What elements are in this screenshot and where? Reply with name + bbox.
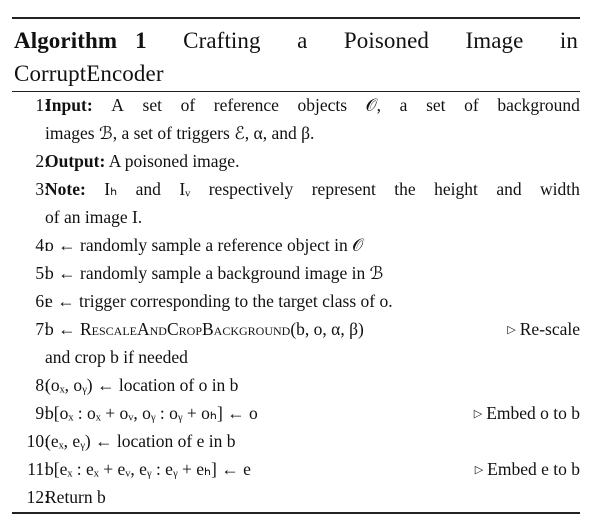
title-word: a [297, 28, 308, 53]
algorithm-line [12, 483, 580, 511]
line-text [45, 203, 580, 231]
line-word: height [434, 179, 478, 199]
line-number: 2: [35, 151, 49, 171]
algorithm-body [12, 91, 580, 511]
line-text [45, 147, 580, 175]
line-content: o ← randomly sample a reference object in 𝒪 [45, 235, 364, 255]
line-content: e ← trigger corresponding to the target class of o. [45, 291, 393, 311]
line-keyword: Note: [45, 179, 86, 199]
algorithm-label-part: 1 [135, 28, 147, 53]
algorithm-line-continuation [12, 203, 580, 231]
line-word: represent [311, 179, 376, 199]
line-content: (eₓ, eᵧ) ← location of e in b [45, 431, 236, 451]
algorithm-line [12, 399, 580, 427]
line-number: 3: [35, 179, 49, 199]
line-text [45, 175, 580, 203]
line-word: background [497, 95, 580, 115]
procedure-name: RescaleAndCropBackground [80, 319, 291, 339]
line-keyword: Input: [45, 95, 93, 115]
line-number: 1: [35, 95, 49, 115]
line-word: the [394, 179, 416, 199]
algorithm-label-part: Algorithm [14, 28, 118, 53]
line-text [45, 259, 580, 287]
line-text [45, 119, 580, 147]
line-word: 𝒪, [365, 95, 382, 115]
line-number: 12: [26, 487, 49, 507]
algorithm-title [14, 24, 578, 90]
algorithm-line [12, 175, 580, 203]
algorithm-line [12, 259, 580, 287]
line-word: respectively [208, 179, 294, 199]
line-word: and [135, 179, 161, 199]
algorithm-line [12, 455, 580, 483]
line-keyword: Output: [45, 151, 106, 171]
comment-triangle-icon: ▷ [507, 324, 516, 336]
line-text [45, 315, 580, 343]
line-number: 5: [35, 263, 49, 283]
top-rule [12, 17, 580, 19]
bottom-rule [12, 512, 580, 514]
line-word: A [111, 95, 124, 115]
line-text [45, 287, 580, 315]
title-word: Image [465, 28, 524, 53]
line-comment: ▷ Re-scale [507, 319, 580, 339]
line-word: reference [213, 95, 279, 115]
line-word: of [464, 95, 479, 115]
algorithm-line [12, 427, 580, 455]
line-content: Return b [45, 487, 106, 507]
line-comment: ▷ Embed o to b [473, 403, 580, 423]
line-word: width [540, 179, 580, 199]
algorithm-line [12, 371, 580, 399]
line-text [45, 371, 580, 399]
line-text [45, 343, 580, 371]
line-number: 11: [27, 459, 49, 479]
line-comment: ▷ Embed e to b [474, 459, 580, 479]
line-number: 10: [26, 431, 49, 451]
algorithm-line [12, 231, 580, 259]
title-line-1 [14, 24, 578, 57]
line-word: set [426, 95, 446, 115]
line-word: of [180, 95, 196, 115]
line-number: 7: [35, 319, 49, 339]
line-text [45, 483, 580, 511]
line-content: images ℬ, a set of triggers ℰ, α, and β. [45, 123, 315, 143]
line-word: objects [297, 95, 348, 115]
algorithm-label [14, 24, 147, 57]
line-content: of an image I. [45, 207, 143, 227]
algorithm-line-continuation [12, 119, 580, 147]
line-number: 4: [35, 235, 49, 255]
title-line-2: CorruptEncoder [14, 61, 164, 86]
line-content: b[oₓ : oₓ + oᵥ, oᵧ : oᵧ + oₕ] ← o [45, 403, 258, 423]
algorithm-line [12, 315, 580, 343]
line-text [45, 91, 580, 119]
line-content: b[eₓ : eₓ + eᵥ, eᵧ : eᵧ + eₕ] ← e [45, 459, 251, 479]
algorithm-line [12, 91, 580, 119]
line-content: (oₓ, oᵧ) ← location of o in b [45, 375, 239, 395]
line-word: Iₕ [104, 179, 118, 199]
line-content: b ← randomly sample a background image in ℬ [45, 263, 384, 283]
line-number: 6: [35, 291, 49, 311]
line-word: Iᵥ [179, 179, 191, 199]
line-content: and crop b if needed [45, 347, 188, 367]
algorithm-line [12, 287, 580, 315]
line-text [45, 427, 580, 455]
line-word: a [399, 95, 408, 115]
title-word: in [559, 28, 578, 53]
algorithm-line-continuation [12, 343, 580, 371]
comment-triangle-icon: ▷ [473, 408, 483, 420]
line-text [45, 231, 580, 259]
line-content: A poisoned image. [105, 151, 240, 171]
line-number: 8: [35, 375, 49, 395]
title-word: Crafting [183, 28, 261, 53]
comment-triangle-icon: ▷ [474, 464, 484, 476]
line-number: 9: [35, 403, 49, 423]
line-content: b ← RescaleAndCropBackground(b, o, α, β) [45, 319, 364, 339]
line-word: set [142, 95, 162, 115]
algorithm-line [12, 147, 580, 175]
line-word: and [496, 179, 522, 199]
title-word: Poisoned [343, 28, 429, 53]
